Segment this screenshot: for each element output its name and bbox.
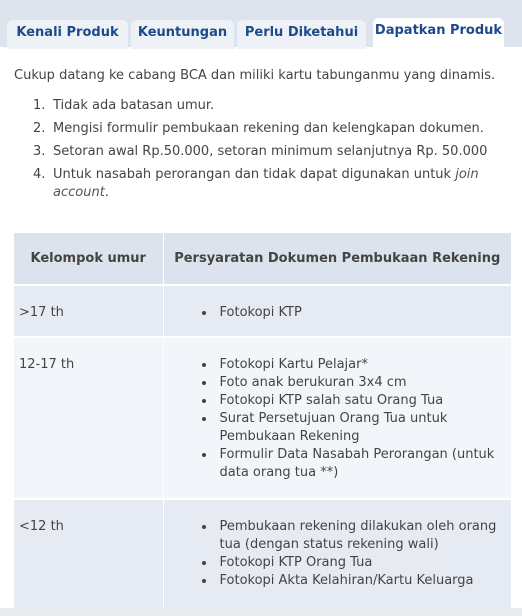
age-cell: >17 th xyxy=(14,285,163,337)
requirement-item xyxy=(34,166,504,202)
age-cell: 12-17 th xyxy=(14,337,163,499)
bullet-icon xyxy=(202,381,206,385)
bullet-icon xyxy=(202,417,206,421)
list-item: Fotokopi KTP salah satu Orang Tua xyxy=(202,392,502,410)
status-bar xyxy=(0,608,522,616)
table-row xyxy=(14,337,512,499)
requirement-item xyxy=(34,97,504,115)
documents-cell xyxy=(163,499,512,609)
list-item: Fotokopi Kartu Pelajar* xyxy=(202,356,502,374)
requirement-number: 4. xyxy=(33,167,46,182)
age-cell: <12 th xyxy=(14,499,163,609)
requirement-item xyxy=(34,143,504,161)
list-item: Fotokopi KTP Orang Tua xyxy=(202,554,502,572)
tab-perlu-diketahui[interactable]: Perlu Diketahui xyxy=(237,20,366,49)
table-row xyxy=(14,285,512,337)
list-item: Formulir Data Nasabah Perorangan (untuk data orang tua **) xyxy=(202,446,502,482)
requirement-number: 1. xyxy=(33,98,46,113)
documents-table xyxy=(14,233,512,609)
requirement-text: Setoran awal Rp.50.000, setoran minimum selanjutnya Rp. 50.000 xyxy=(53,144,488,159)
bullet-icon xyxy=(202,579,206,583)
tab-dapatkan-produk[interactable]: Dapatkan Produk xyxy=(373,18,504,49)
tab-kenali-produk[interactable]: Kenali Produk xyxy=(7,20,128,49)
bullet-icon xyxy=(202,311,206,315)
requirement-text: Mengisi formulir pembukaan rekening dan kelengkapan dokumen. xyxy=(53,121,484,136)
list-item: Fotokopi KTP xyxy=(202,304,502,322)
bullet-icon xyxy=(202,561,206,565)
requirement-text: Untuk nasabah perorangan dan tidak dapat digunakan untuk xyxy=(53,167,456,182)
bullet-icon xyxy=(202,399,206,403)
requirement-number: 3. xyxy=(33,144,46,159)
requirements-list xyxy=(34,97,504,207)
requirement-text: Tidak ada batasan umur. xyxy=(53,98,215,113)
list-item: Surat Persetujuan Orang Tua untuk Pembukaan Rekening xyxy=(202,410,502,446)
product-tabs xyxy=(0,0,522,49)
requirement-item xyxy=(34,120,504,138)
tab-keuntungan[interactable]: Keuntungan xyxy=(131,20,234,49)
header-documents: Persyaratan Dokumen Pembukaan Rekening xyxy=(163,233,512,285)
list-item: Foto anak berukuran 3x4 cm xyxy=(202,374,502,392)
header-age-group: Kelompok umur xyxy=(14,233,163,285)
intro-text: Cukup datang ke cabang BCA dan miliki kartu tabunganmu yang dinamis. xyxy=(14,68,496,83)
requirement-number: 2. xyxy=(33,121,46,136)
list-item: Pembukaan rekening dilakukan oleh orang tua (dengan status rekening wali) xyxy=(202,518,502,554)
bullet-icon xyxy=(202,525,206,529)
documents-cell xyxy=(163,337,512,499)
bullet-icon xyxy=(202,363,206,367)
table-row xyxy=(14,499,512,609)
list-item: Fotokopi Akta Kelahiran/Kartu Keluarga xyxy=(202,572,502,590)
documents-cell xyxy=(163,285,512,337)
requirement-emphasis: join account xyxy=(53,167,479,200)
requirement-suffix: . xyxy=(104,185,109,200)
bullet-icon xyxy=(202,453,206,457)
